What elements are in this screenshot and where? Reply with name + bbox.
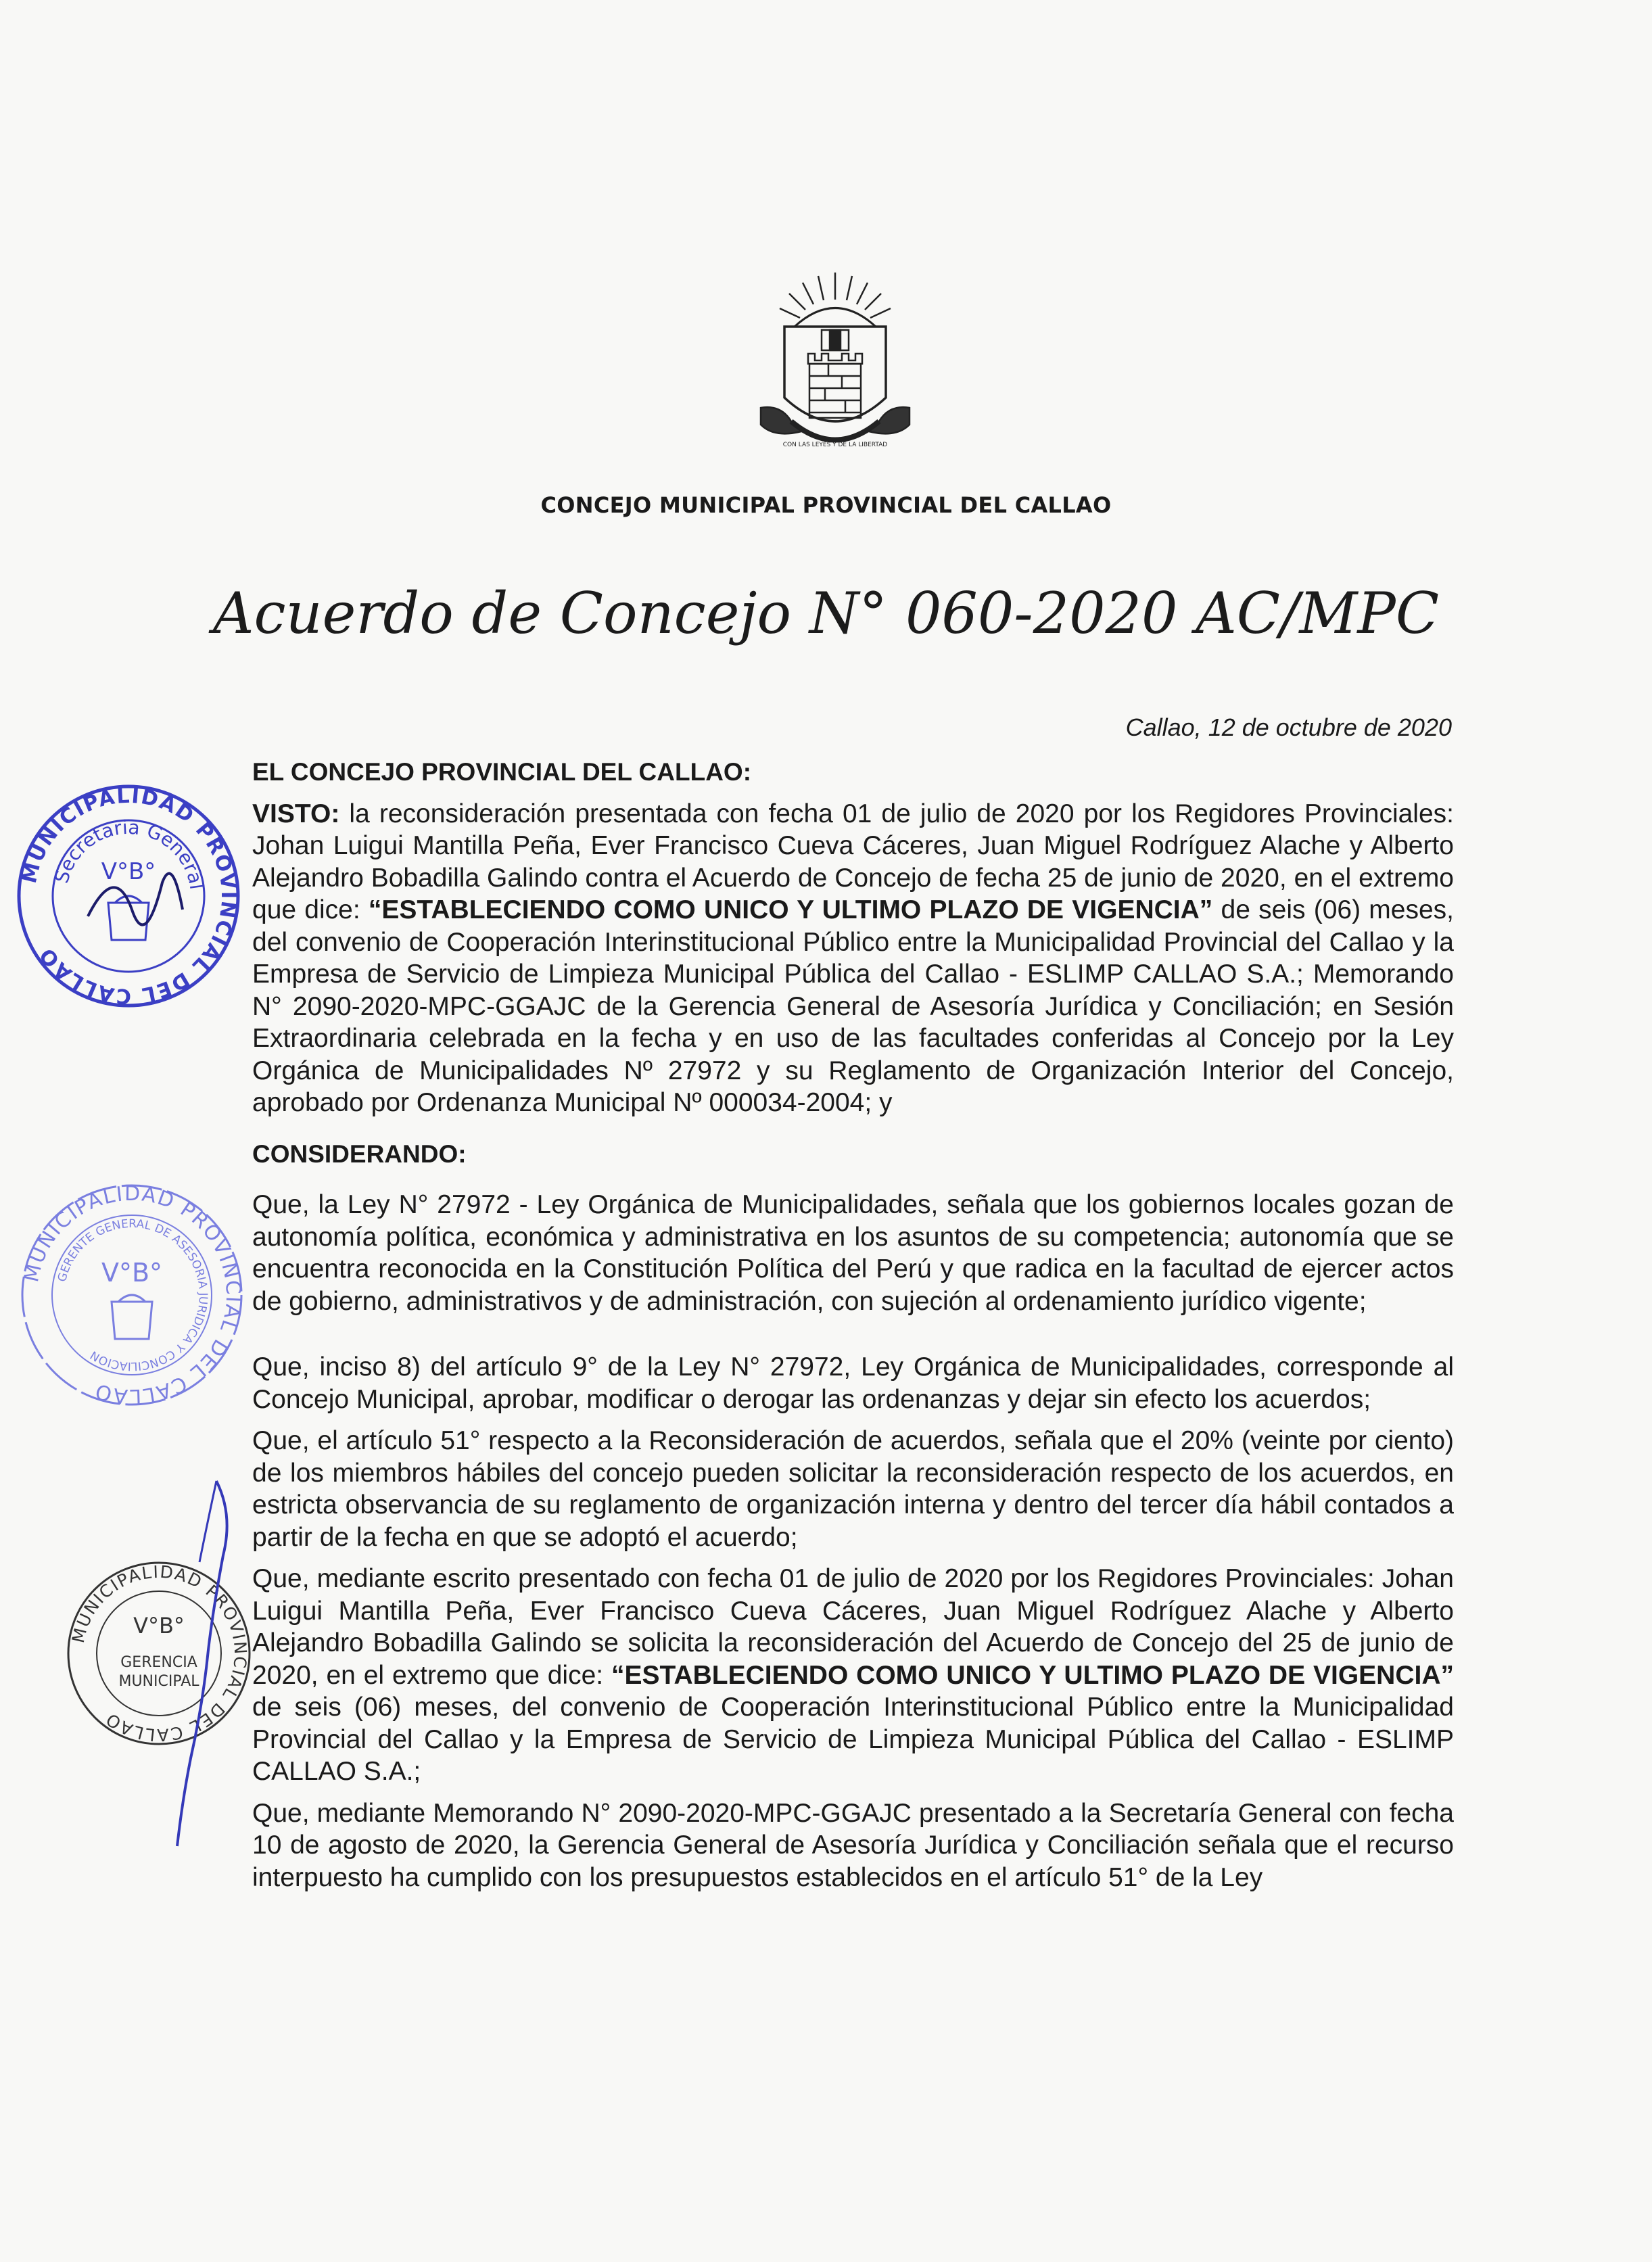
document-date: Callao, 12 de octubre de 2020	[1125, 713, 1452, 741]
considerando-paragraph-1: Que, la Ley N° 27972 - Ley Orgánica de Municipalidades, señala que los gobiernos locales gozan de autonomía política, económica y administrativa en los asuntos de su competencia; autonomía que se encuentra reconocida en la Constitución Política del Perú y que radica en la facultad de ejercer actos de gobierno, administrativos y de administración, con sujeción al ordenamiento jurídico vigente;	[252, 1190, 1454, 1316]
gerencia-stamp-line-1: GERENCIA	[120, 1654, 197, 1671]
considerando-heading: CONSIDERANDO:	[252, 1139, 467, 1168]
considerando-paragraph-4	[252, 1563, 1454, 1788]
asesoria-stamp-ring-text: MUNICIPALIDAD PROVINCIAL DEL CALLAO	[20, 1181, 245, 1409]
gerencia-stamp-ring-text: MUNICIPALIDAD PROVINCIAL DEL CALLAO	[68, 1561, 251, 1745]
considerando-paragraph-3: Que, el artículo 51° respecto a la Reconsideración de acuerdos, señala que el 20% (veinte por ciento) de los miembros hábiles del concejo pueden solicitar la reconsideración respecto de los acuerdos, en estricta observancia de su reglamento de organización interna y dentro del tercer día hábil contados a partir de la fecha en que se adoptó el acuerdo;	[252, 1426, 1454, 1552]
visto-label: VISTO:	[252, 799, 340, 828]
handwritten-signature	[135, 1474, 270, 1853]
paragraph-4-bold-quote: “ESTABLECIENDO COMO UNICO Y ULTIMO PLAZO DE VIGENCIA”	[611, 1660, 1455, 1690]
secretaria-stamp-ring-text: MUNICIPALIDAD PROVINCIAL DEL CALLAO	[17, 784, 241, 1008]
visto-text-2: de seis (06) meses, del convenio de Cooperación Interinstitucional Público entre la Municipalidad Provincial del Callao y la Empresa de Servicio de Limpieza Municipal Pública del Callao - ESLIMP CALLAO S.A.; Memorando N° 2090-2020-MPC-GGAJC de la Gerencia General de Asesoría Jurídica y Conciliación; en Sesión Extraordinaria celebrada en la fecha y en uso de las facultades conferidas al Concejo por la Ley Orgánica de Municipalidades Nº 27972 y su Reglamento de Organización Interior del Concejo, aprobado por Ordenanza Municipal Nº 000034-2004; y	[252, 895, 1455, 1117]
municipal-crest-logo	[754, 269, 916, 472]
asesoria-stamp-vb: V°B°	[101, 1258, 163, 1288]
asesoria-stamp-inner-text: GERENTE GENERAL DE ASESORIA JURIDICA Y CONCILIACION	[55, 1217, 210, 1373]
visto-text-1: la reconsideración presentada con fecha 01 de julio de 2020 por los Regidores Provinciales: Johan Luigui Mantilla Peña, Ever Francisco Cueva Cáceres, Juan Miguel Rodríguez Alache y Alberto Alejandro Bobadilla Galindo contra el Acuerdo de Concejo de fecha 25 de junio de 2020, en el extremo que dice:	[252, 799, 1454, 924]
organization-name: CONCEJO MUNICIPAL PROVINCIAL DEL CALLAO	[540, 492, 1112, 518]
considerando-paragraph-5: Que, mediante Memorando N° 2090-2020-MPC-GGAJC presentado a la Secretaría General con fecha 10 de agosto de 2020, la Gerencia General de Asesoría Jurídica y Conciliación señala que el recurso interpuesto ha cumplido con los presupuestos establecidos en el artículo 51° de la Ley	[252, 1798, 1454, 1892]
asesoria-juridica-stamp	[17, 1180, 247, 1410]
addressee-heading: EL CONCEJO PROVINCIAL DEL CALLAO:	[252, 758, 752, 786]
document-body	[252, 756, 1454, 1893]
gerencia-stamp-vb: V°B°	[133, 1613, 185, 1639]
document-title: Acuerdo de Concejo N° 060-2020 AC/MPC	[212, 580, 1440, 646]
secretaria-general-stamp	[14, 781, 243, 1011]
visto-bold-quote: “ESTABLECIENDO COMO UNICO Y ULTIMO PLAZO DE VIGENCIA”	[368, 895, 1213, 924]
crest-caption: CON LAS LEYES Y DE LA LIBERTAD	[782, 442, 888, 448]
secretaria-stamp-inner-text: Secretaria General	[50, 816, 208, 891]
visto-paragraph	[252, 798, 1454, 1119]
paragraph-4-text-2: de seis (06) meses, del convenio de Cooperación Interinstitucional Público entre la Municipalidad Provincial del Callao y la Empresa de Servicio de Limpieza Municipal Pública del Callao - ESLIMP CALLAO S.A.;	[252, 1693, 1454, 1786]
paragraph-4-text-1: Que, mediante escrito presentado con fecha 01 de julio de 2020 por los Regidores Provinciales: Johan Luigui Mantilla Peña, Ever Francisco Cueva Cáceres, Juan Miguel Rodríguez Alache y Alberto Alejandro Bobadilla Galindo se solicita la reconsideración del Acuerdo de Concejo del 25 de junio de 2020, en el extremo que dice:	[252, 1564, 1454, 1690]
gerencia-stamp-line-2: MUNICIPAL	[118, 1673, 199, 1690]
considerando-paragraph-2: Que, inciso 8) del artículo 9° de la Ley N° 27972, Ley Orgánica de Municipalidades, corresponde al Concejo Municipal, aprobar, modificar o derogar las ordenanzas y dejar sin efecto los acuerdos;	[252, 1352, 1454, 1414]
secretaria-stamp-vb: V°B°	[101, 858, 156, 885]
